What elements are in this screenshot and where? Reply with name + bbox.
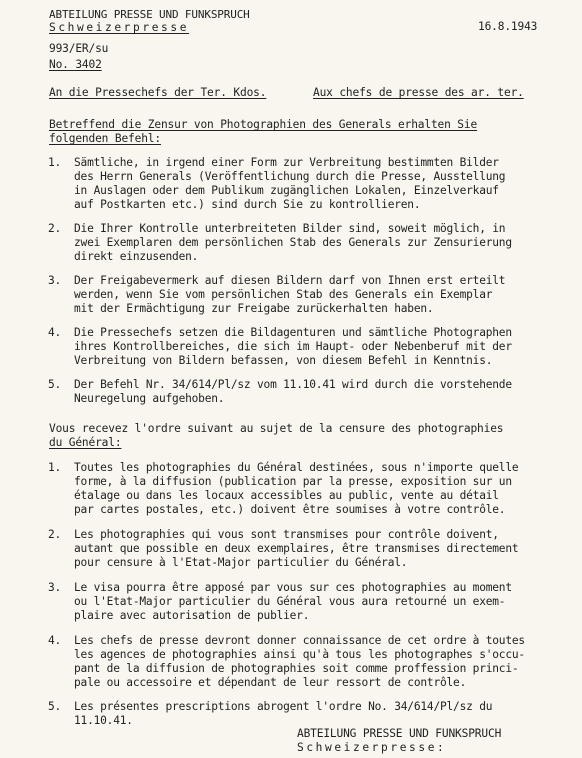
item-text: Le visa pourra être apposé par vous sur ces photographies au moment ou l'Etat-Major particulier du Général vous aura retourné un exem- plaire avec autorisation de publier. — [74, 581, 512, 622]
item-text: Les photographies qui vous sont transmises pour contrôle doivent, autant que possible en deux exemplaires, être transmises directement pour censure à l'Etat-Major particulier du Général. — [74, 528, 519, 569]
item-number: 5. — [48, 700, 62, 713]
header-number: No. 3402 — [49, 58, 102, 71]
item-number: 2. — [48, 222, 62, 235]
german-intro: Betreffend die Zensur von Photographien des Generals erhalten Sie — [49, 118, 478, 131]
french-item — [48, 581, 568, 623]
item-number: 5. — [48, 378, 62, 391]
item-number: 4. — [48, 326, 62, 339]
item-text: Die Pressechefs setzen die Bildagenturen und sämtliche Photographen ihres Kontrollbereiches, die sich im Haupt- oder Nebenberuf mit der Verbreitung von Bildern befassen, von diesem Befehl in Kenntnis. — [74, 326, 512, 367]
item-text: Toutes les photographies du Général destinées, sous n'importe quelle forme, à la diffusion (publication par la presse, exposition sur un étalage ou dans les locaux accessibles au public, vente au détail par cartes postales, etc.) doivent être soumises à votre contrôle. — [74, 461, 519, 516]
french-intro: Vous recevez l'ordre suivant au sujet de la censure des photographies — [49, 422, 504, 435]
german-item — [48, 222, 568, 264]
item-number: 1. — [48, 461, 62, 474]
header-department: ABTEILUNG PRESSE UND FUNKSPRUCH — [49, 8, 250, 21]
french-intro-cont: du Général: — [49, 436, 122, 449]
item-number: 4. — [48, 634, 62, 647]
footer-department: ABTEILUNG PRESSE UND FUNKSPRUCH — [297, 727, 502, 740]
item-text: Les chefs de presse devront donner connaissance de cet ordre à toutes les agences de photographies ainsi qu'à tous les photographes s'occu- pant de la diffusion de photographies soit comme proffession princi- pale ou accessoire et dépendant de leur ressort de contrôle. — [74, 634, 525, 689]
french-item — [48, 700, 568, 728]
german-item — [48, 156, 568, 212]
addressee-french: Aux chefs de presse des ar. ter. — [313, 86, 524, 99]
german-intro-cont: folgenden Befehl: — [49, 132, 161, 145]
item-number: 3. — [48, 581, 62, 594]
item-text: Die Ihrer Kontrolle unterbreiteten Bilder sind, soweit möglich, in zwei Exemplaren dem persönlichen Stab des Generals zur Zensurierung direkt einzusenden. — [74, 222, 512, 263]
german-item — [48, 378, 568, 406]
german-item — [48, 326, 568, 368]
header-reference: 993/ER/su — [49, 42, 109, 55]
item-number: 2. — [48, 528, 62, 541]
item-number: 3. — [48, 274, 62, 287]
french-item — [48, 461, 568, 517]
item-text: Les présentes prescriptions abrogent l'ordre No. 34/614/Pl/sz du 11.10.41. — [74, 700, 493, 727]
header-subdepartment: Schweizerpresse — [49, 21, 190, 34]
header-date: 16.8.1943 — [478, 20, 538, 33]
german-item — [48, 274, 568, 316]
footer-subdepartment: Schweizerpresse: — [297, 741, 447, 754]
item-number: 1. — [48, 156, 62, 169]
french-item — [48, 528, 568, 570]
french-item — [48, 634, 568, 690]
item-text: Der Freigabevermerk auf diesen Bildern darf von Ihnen erst erteilt werden, wenn Sie vom persönlichen Stab des Generals ein Exemplar mit der Ermächtigung zur Freigabe zurückerhalten haben. — [74, 274, 506, 315]
addressee-german: An die Pressechefs der Ter. Kdos. — [49, 86, 267, 99]
item-text: Der Befehl Nr. 34/614/Pl/sz vom 11.10.41 wird durch die vorstehende Neuregelung aufgehoben. — [74, 378, 512, 405]
item-text: Sämtliche, in irgend einer Form zur Verbreitung bestimmten Bilder des Herrn Generals (Veröffentlichung durch die Presse, Ausstellung in Auslagen oder dem Publikum zugänglichen Lokalen, Einzelverkauf auf Postkarten etc.) sind durch Sie zu kontrollieren. — [74, 156, 506, 211]
